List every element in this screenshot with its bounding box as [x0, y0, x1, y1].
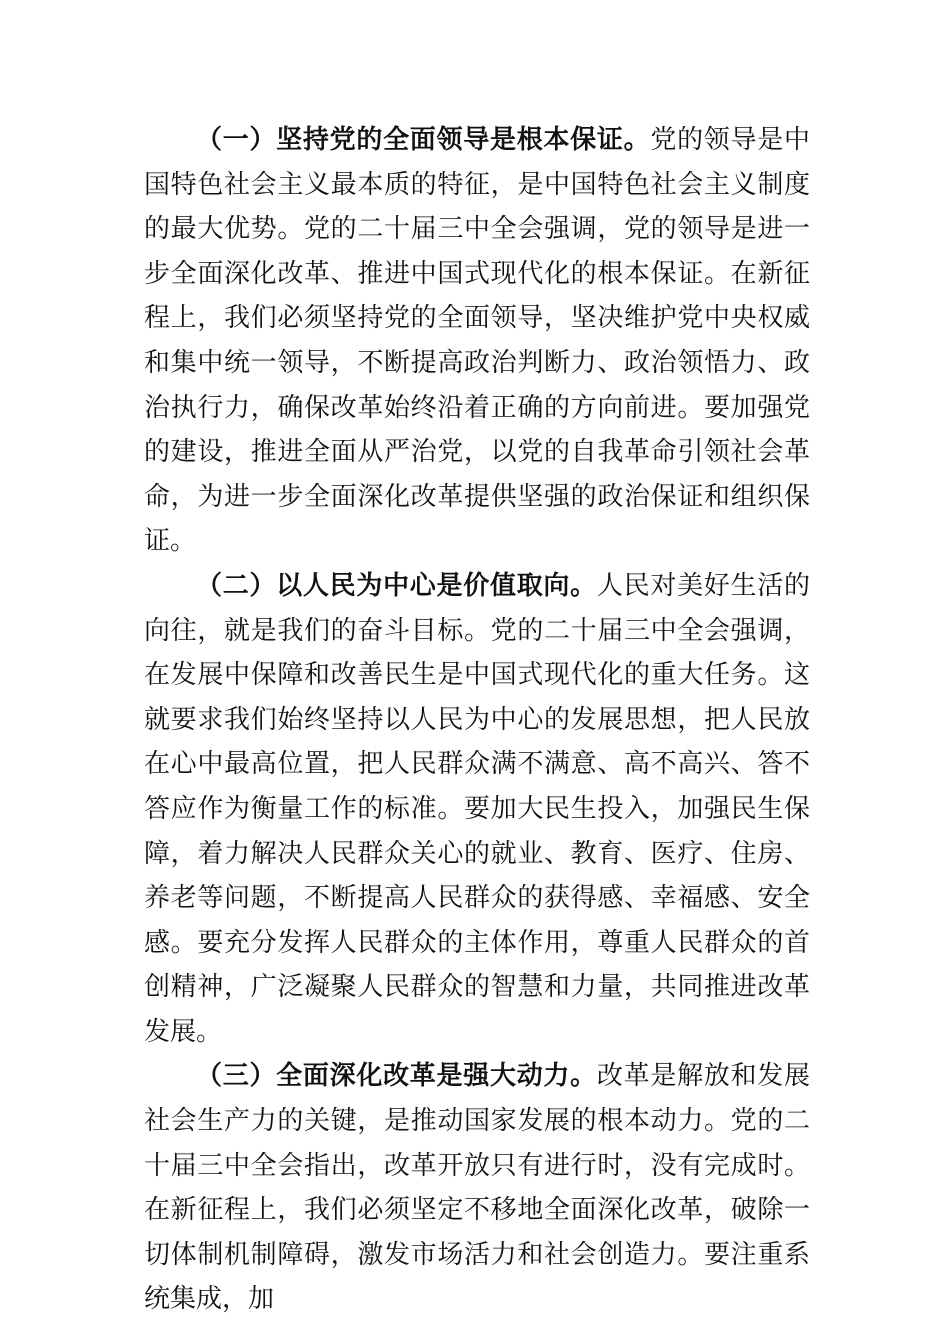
paragraph-2-body: 人民对美好生活的向往，就是我们的奋斗目标。党的二十届三中全会强调，在发展中保障和改善民生是中国式现代化的重大任务。这就要求我们始终坚持以人民为中心的发展思想，把人民放在心中最高位置，把人民群众满不满意、高不高兴、答不答应作为衡量工作的标准。要加大民生投入，加强民生保障，着力解决人民群众关心的就业、教育、医疗、住房、养老等问题，不断提高人民群众的获得感、幸福感、安全感。要充分发挥人民群众的主体作用，尊重人民群众的首创精神，广泛凝聚人民群众的智慧和力量，共同推进改革发展。: [144, 570, 810, 1047]
paragraph-2: [144, 564, 810, 1055]
paragraph-1: [144, 118, 810, 564]
paragraph-3: [144, 1054, 810, 1322]
paragraph-3-heading: （三）全面深化改革是强大动力。: [196, 1061, 597, 1092]
paragraph-3-body: 改革是解放和发展社会生产力的关键，是推动国家发展的根本动力。党的二十届三中全会指出，改革开放只有进行时，没有完成时。在新征程上，我们必须坚定不移地全面深化改革，破除一切体制机制障碍，激发市场活力和社会创造力。要注重系统集成，加: [144, 1061, 810, 1315]
paragraph-2-heading: （二）以人民为中心是价值取向。: [196, 570, 597, 601]
document-body: [144, 118, 810, 1322]
paragraph-1-heading: （一）坚持党的全面领导是根本保证。: [196, 125, 651, 155]
paragraph-1-body: 党的领导是中国特色社会主义最本质的特征，是中国特色社会主义制度的最大优势。党的二十届三中全会强调，党的领导是进一步全面深化改革、推进中国式现代化的根本保证。在新征程上，我们必须坚持党的全面领导，坚决维护党中央权威和集中统一领导，不断提高政治判断力、政治领悟力、政治执行力，确保改革始终沿着正确的方向前进。要加强党的建设，推进全面从严治党，以党的自我革命引领社会革命，为进一步全面深化改革提供坚强的政治保证和组织保证。: [144, 125, 810, 557]
